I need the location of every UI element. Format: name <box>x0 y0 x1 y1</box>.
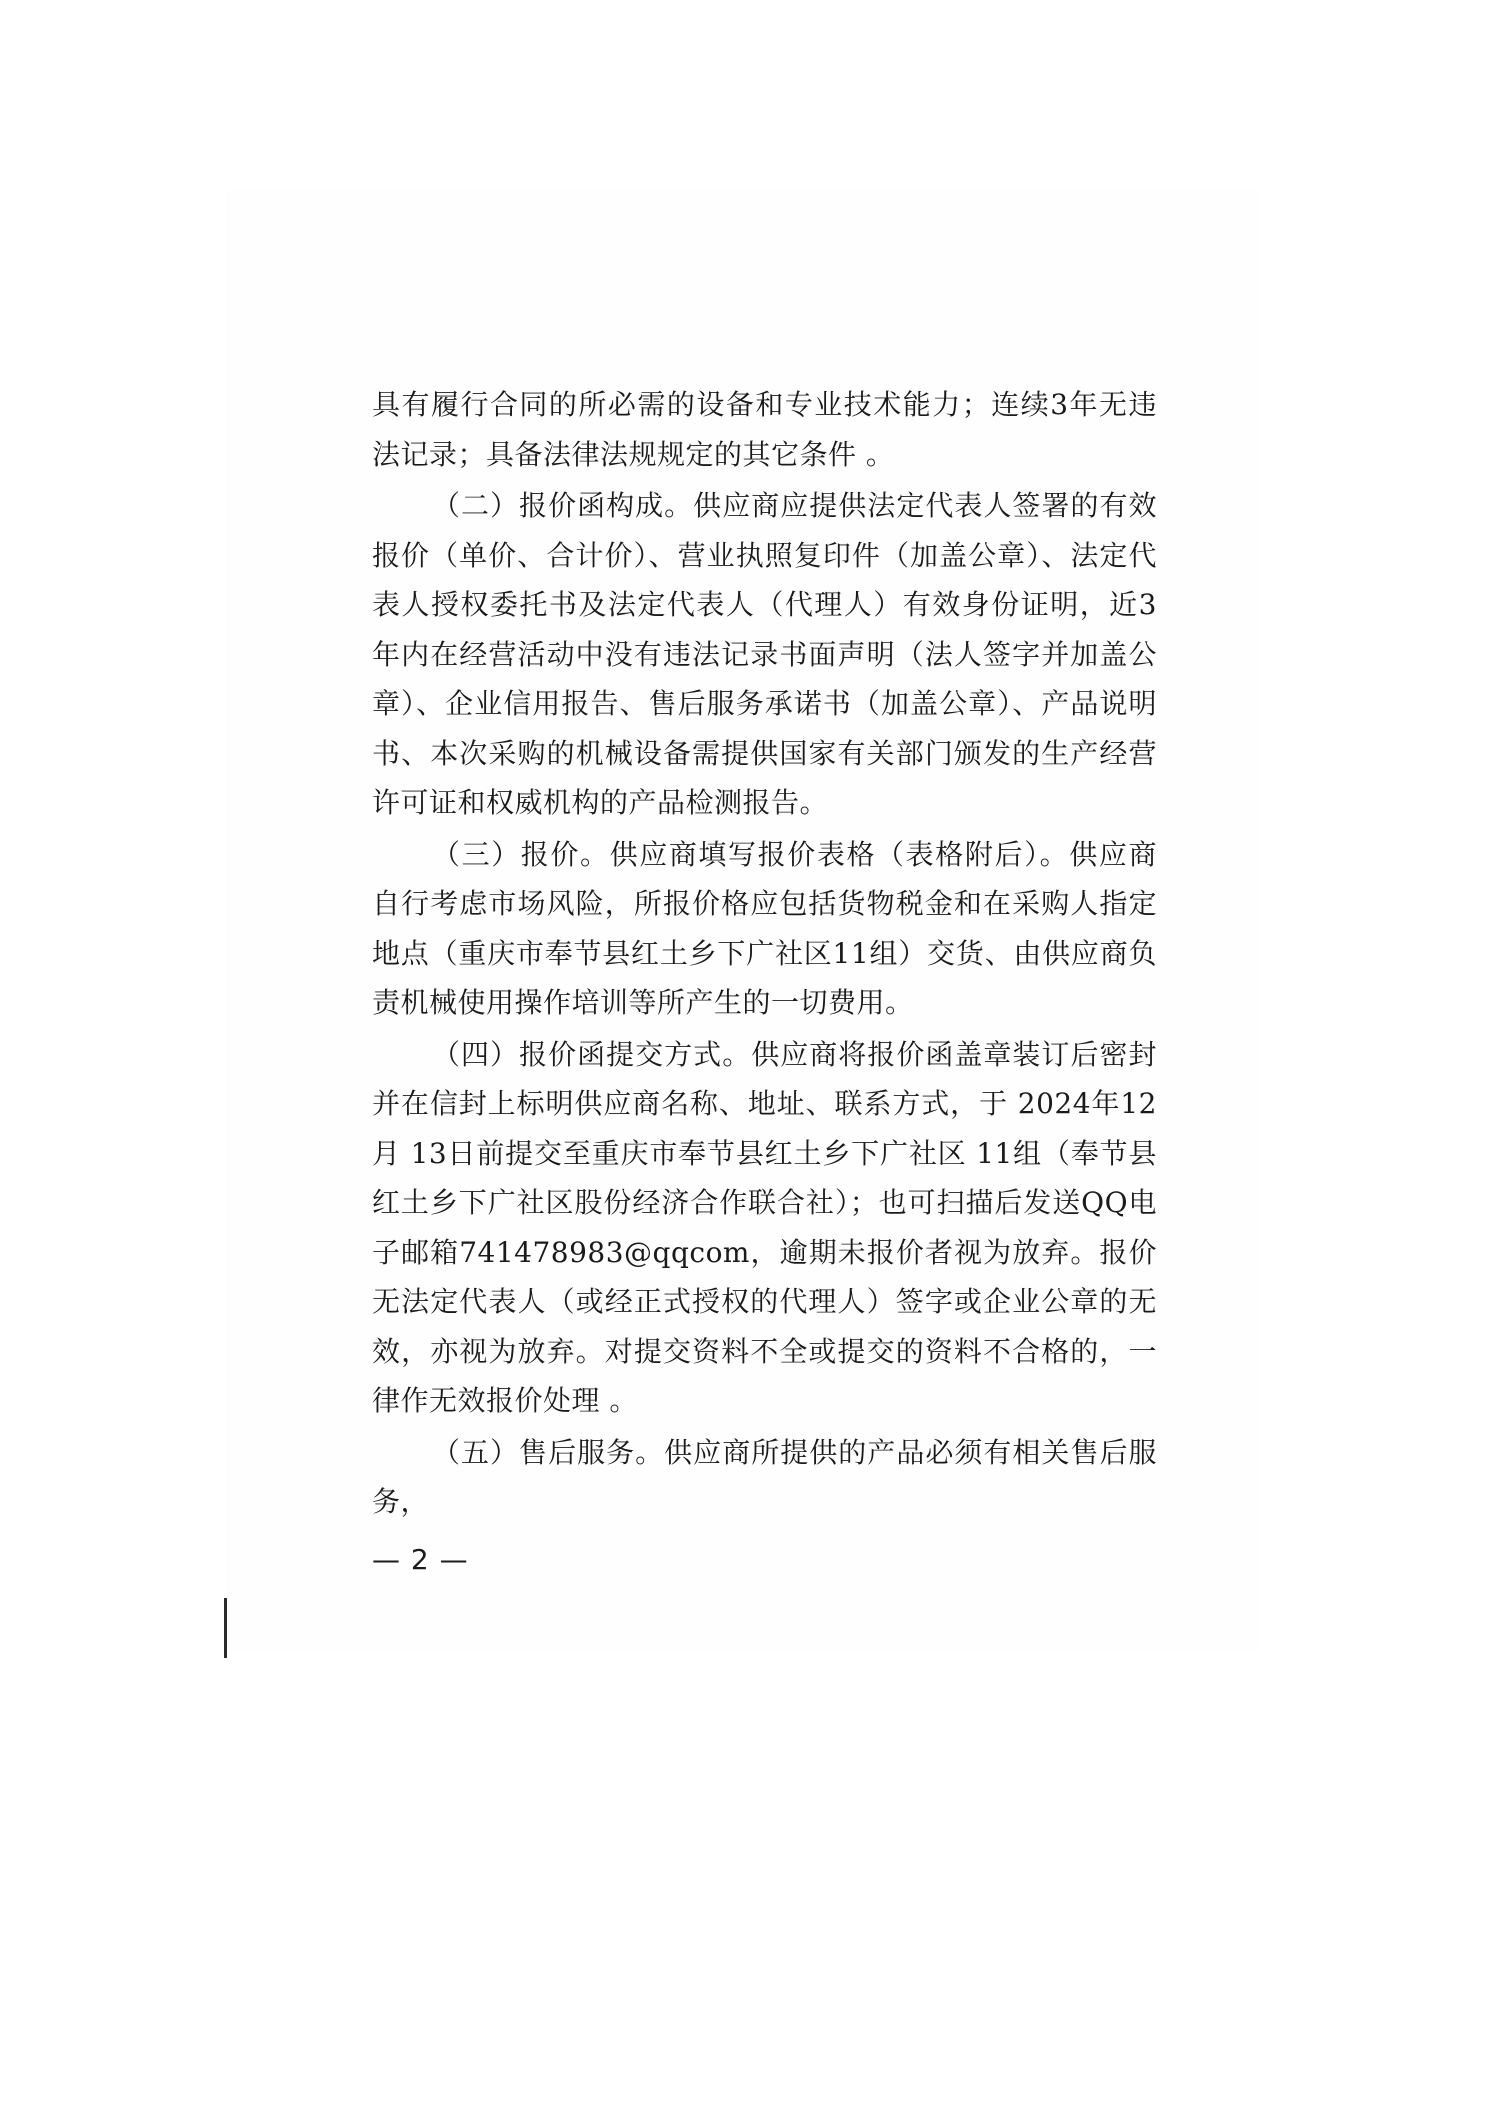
scan-edge-mark <box>224 1598 227 1658</box>
page-number: — 2 — <box>372 1543 469 1576</box>
paragraph-quotation: （三）报价。供应商填写报价表格（表格附后）。供应商自行考虑市场风险，所报价格应包括货物税金和在采购人指定地点（重庆市奉节县红土乡下广社区11组）交货、由供应商负责机械使用操作培训等所产生的一切费用。 <box>372 837 1157 1019</box>
paragraph-submission-method: （四）报价函提交方式。供应商将报价函盖章装订后密封并在信封上标明供应商名称、地址、联系方式，于 2024年12月 13日前提交至重庆市奉节县红土乡下广社区 11组（奉节县红土乡下广社区股份经济合作联合社）；也可扫描后发送QQ电子邮箱741478983@qqcom，逾期未报价者视为放弃。报价无法定代表人（或经正式授权的代理人）签字或企业公章的无效，亦视为放弃。对提交资料不全或提交的资料不合格的，一律作无效报价处理 。 <box>372 1037 1157 1417</box>
document-body <box>372 380 1157 1529</box>
paragraph-after-sales: （五）售后服务。供应商所提供的产品必须有相关售后服务， <box>372 1435 1157 1518</box>
paragraph-qualifications-continued: 具有履行合同的所必需的设备和专业技术能力；连续3年无违法记录；具备法律法规规定的其它条件 。 <box>372 388 1157 471</box>
paragraph-quotation-composition: （二）报价函构成。供应商应提供法定代表人签署的有效报价（单价、合计价）、营业执照复印件（加盖公章）、法定代表人授权委托书及法定代表人（代理人）有效身份证明，近3年内在经营活动中没有违法记录书面声明（法人签字并加盖公章）、企业信用报告、售后服务承诺书（加盖公章）、产品说明书、本次采购的机械设备需提供国家有关部门颁发的生产经营许可证和权威机构的产品检测报告。 <box>372 489 1157 819</box>
